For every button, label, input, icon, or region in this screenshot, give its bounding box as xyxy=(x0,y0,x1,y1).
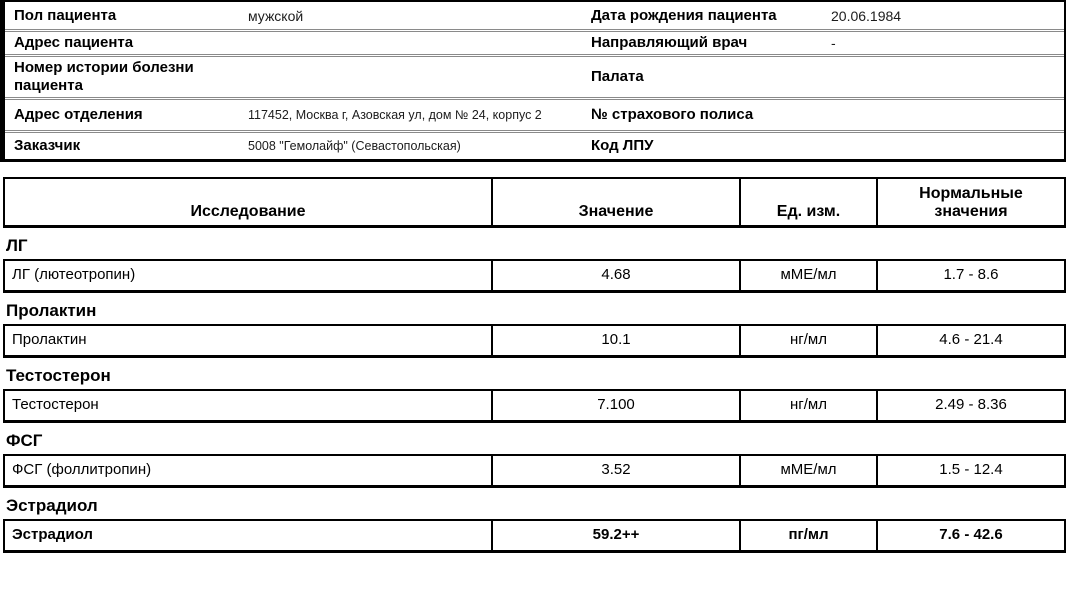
field-label-insurance-policy-number: № страхового полиса xyxy=(591,106,754,123)
column-header-normal-range: Нормальные значения xyxy=(876,179,1064,225)
test-value: 4.68 xyxy=(491,261,739,290)
test-name: Тестостерон xyxy=(12,396,99,413)
patient-info-table xyxy=(0,0,1066,162)
test-unit: мМЕ/мл xyxy=(739,456,876,485)
test-name: ФСГ (фоллитропин) xyxy=(12,461,152,478)
test-normal-range: 7.6 - 42.6 xyxy=(876,521,1064,550)
result-row-testosterone xyxy=(3,389,1066,423)
test-name: Эстрадиол xyxy=(12,526,93,543)
field-label-sex: Пол пациента xyxy=(14,6,117,24)
test-value: 3.52 xyxy=(491,456,739,485)
column-header-value: Значение xyxy=(491,179,739,225)
test-normal-range: 4.6 - 21.4 xyxy=(876,326,1064,355)
patient-info-row xyxy=(5,29,1064,54)
patient-info-row xyxy=(5,2,1064,29)
group-header-testosterone: Тестостерон xyxy=(6,366,111,385)
field-label-birthdate: Дата рождения пациента xyxy=(591,6,777,24)
test-value: 59.2++ xyxy=(491,521,739,550)
test-normal-range: 2.49 - 8.36 xyxy=(876,391,1064,420)
test-unit: пг/мл xyxy=(739,521,876,550)
field-value-sex: мужской xyxy=(248,7,304,24)
test-normal-range: 1.5 - 12.4 xyxy=(876,456,1064,485)
field-value-department-address: 117452, Москва г, Азовская ул, дом № 24, корпус 2 xyxy=(248,108,542,122)
field-label-ward: Палата xyxy=(591,68,644,85)
results-header-row xyxy=(3,177,1066,228)
results-table xyxy=(3,177,1066,553)
result-row-lh xyxy=(3,259,1066,293)
result-row-estradiol xyxy=(3,519,1066,553)
test-unit: мМЕ/мл xyxy=(739,261,876,290)
test-unit: нг/мл xyxy=(739,391,876,420)
patient-info-row xyxy=(5,54,1064,97)
field-value-referring-doctor: - xyxy=(831,35,836,51)
field-label-case-history-number: Номер истории болезни пациента xyxy=(14,59,194,94)
test-name: Пролактин xyxy=(12,331,87,348)
field-label-referring-doctor: Направляющий врач xyxy=(591,34,748,51)
field-label-customer: Заказчик xyxy=(14,137,81,154)
patient-info-row xyxy=(5,97,1064,130)
group-header-estradiol: Эстрадиол xyxy=(6,496,98,515)
test-name: ЛГ (лютеотропин) xyxy=(12,266,136,283)
field-label-lpu-code: Код ЛПУ xyxy=(591,137,654,154)
column-header-test: Исследование xyxy=(190,203,306,220)
field-label-department-address: Адрес отделения xyxy=(14,106,143,123)
patient-info-row xyxy=(5,130,1064,159)
field-label-patient-address: Адрес пациента xyxy=(14,34,134,51)
result-row-fsh xyxy=(3,454,1066,488)
test-normal-range: 1.7 - 8.6 xyxy=(876,261,1064,290)
result-row-prolactin xyxy=(3,324,1066,358)
test-value: 7.100 xyxy=(491,391,739,420)
group-header-lh: ЛГ xyxy=(6,236,28,255)
group-header-prolactin: Пролактин xyxy=(6,301,97,320)
field-value-birthdate: 20.06.1984 xyxy=(831,7,902,24)
test-value: 10.1 xyxy=(491,326,739,355)
field-value-customer: 5008 "Гемолайф" (Севастопольская) xyxy=(248,139,461,153)
group-header-fsh: ФСГ xyxy=(6,431,43,450)
column-header-unit: Ед. изм. xyxy=(739,179,876,225)
test-unit: нг/мл xyxy=(739,326,876,355)
